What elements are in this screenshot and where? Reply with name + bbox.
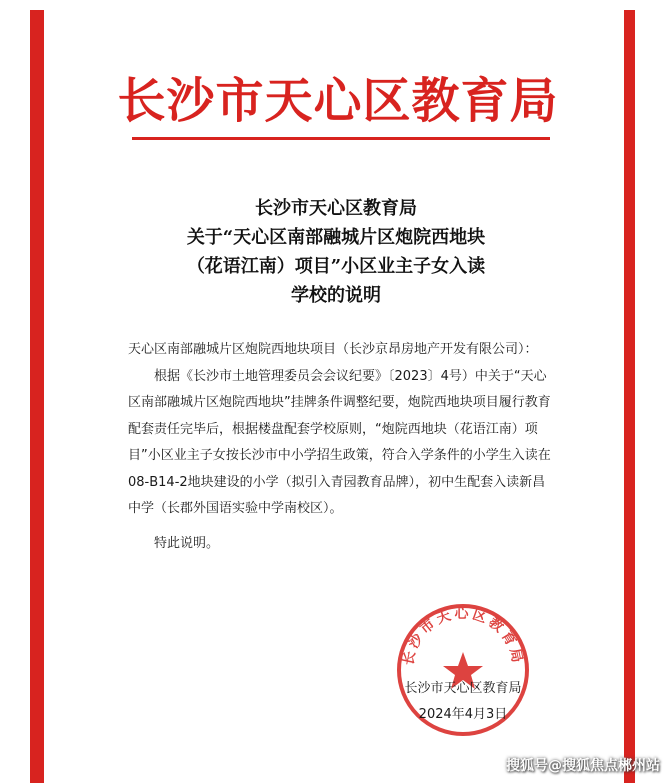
- document-title-line: 长沙市天心区教育局: [255, 198, 417, 219]
- signature-block: [378, 676, 548, 728]
- signature-org: 长沙市天心区教育局: [404, 681, 522, 696]
- signature-date: 2024年4月3日: [418, 707, 508, 722]
- document-title-line: 关于“天心区南部融城片区炮院西地块: [186, 227, 486, 248]
- document-body: [128, 337, 558, 557]
- document-title: [80, 194, 592, 310]
- letterhead-title: 长沙市天心区教育局: [117, 73, 559, 129]
- body-paragraph: 根据《长沙市土地管理委员会会议纪要》〔2023〕4号）中关于“天心区南部融城片区炮院西地块”挂牌条件调整纪要，炮院西地块项目履行教育配套责任完毕后，根据楼盘配套学校原则，“炮院西地块（花语江南）项目”小区业主子女按长沙市中小学招生政策，符合入学条件的小学生入读在08-B14-2地块建设的小学（拟引入青园教育品牌），初中生配套入读新昌中学（长郡外国语实验中学南校区）。: [128, 368, 551, 516]
- red-border-left: [30, 10, 44, 783]
- letterhead-rule: [132, 137, 550, 140]
- closing-text: 特此说明。: [154, 535, 220, 551]
- red-border-right: [624, 10, 635, 783]
- addressee: 天心区南部融城片区炮院西地块项目（长沙京昂房地产开发有限公司）：: [128, 342, 538, 357]
- seal-text: 长沙市天心区教育局: [400, 606, 526, 667]
- document-title-line: 学校的说明: [291, 285, 381, 306]
- watermark-text: 搜狐号@搜狐焦点郴州站: [506, 758, 660, 774]
- document-title-line: （花语江南）项目”小区业主子女入读: [186, 256, 486, 277]
